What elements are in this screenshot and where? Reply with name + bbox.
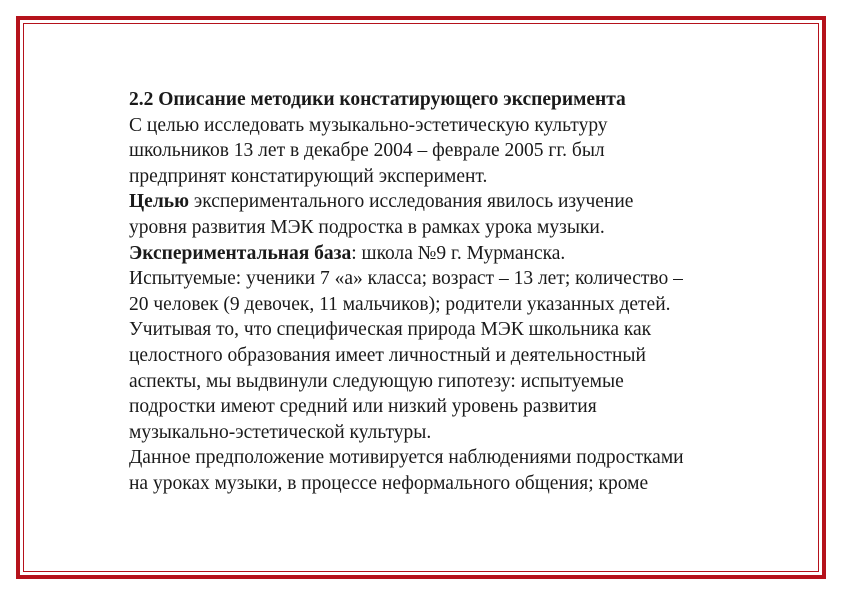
hypothesis-line-1: Учитывая то, что специфическая природа МЭК школьника как — [129, 319, 652, 341]
goal-line-1 — [129, 189, 769, 215]
hypothesis-line-5: музыкально-эстетической культуры. — [129, 421, 432, 443]
base-text: : школа №9 г. Мурманска. — [351, 242, 566, 264]
hypothesis-line-3: аспекты, мы выдвинули следующую гипотезу: испытуемые — [129, 370, 624, 392]
section-heading: 2.2 Описание методики констатирующего эксперимента — [129, 89, 626, 110]
motivation-line-2: на уроках музыки, в процессе неформального общения; кроме — [129, 472, 649, 494]
goal-line-2: уровня развития МЭК подростка в рамках урока музыки. — [129, 216, 605, 238]
motivation-line-1: Данное предположение мотивируется наблюдениями подростками — [129, 447, 684, 469]
hypothesis-line-2: целостного образования имеет личностный и деятельностный — [129, 344, 646, 366]
hypothesis-line-4: подростки имеют средний или низкий уровень развития — [129, 396, 597, 418]
base-line — [129, 241, 769, 267]
document-body — [129, 87, 769, 497]
base-label: Экспериментальная база — [129, 242, 352, 264]
intro-line-1: С целью исследовать музыкально-эстетическую культуру — [129, 114, 608, 136]
subjects-line-1: Испытуемые: ученики 7 «а» класса; возраст – 13 лет; количество – — [129, 268, 683, 290]
goal-text: экспериментального исследования явилось изучение — [188, 191, 634, 213]
intro-line-2: школьников 13 лет в декабре 2004 – феврале 2005 гг. был — [129, 140, 605, 162]
goal-label: Целью — [129, 191, 189, 213]
subjects-line-2: 20 человек (9 девочек, 11 мальчиков); родители указанных детей. — [129, 293, 671, 315]
intro-line-3: предпринят констатирующий эксперимент. — [129, 165, 488, 187]
